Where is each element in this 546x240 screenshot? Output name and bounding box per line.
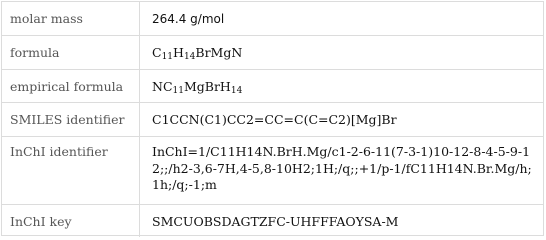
row-label: InChI identifier — [2, 137, 140, 204]
row-value: C1CCN(C1)CC2=CC=C(C=C2)[Mg]Br — [152, 112, 397, 127]
properties-table — [1, 1, 544, 236]
empirical-formula-value — [140, 70, 543, 102]
row-label: SMILES identifier — [2, 103, 140, 136]
row-inchi — [2, 136, 543, 204]
row-value: SMCUOBSDAGTZFC-UHFFFAOYSA-M — [152, 213, 399, 229]
row-empirical-formula — [2, 69, 543, 102]
inchi-text: InChI=1/C11H14N.BrH.Mg/c1-2-6-11(7-3-1)10-12-8-4-5-9-12;;/h2-3,6-7H,4-5,8-10H2;1H;/q;;+1/p-1/fC11H14N.Br.Mg/h;1h;/q;-1;m — [152, 144, 532, 192]
formula-part: C — [152, 45, 162, 60]
row-label: formula — [2, 36, 140, 69]
formula-part: MgBrH — [183, 78, 231, 94]
row-label: molar mass — [2, 2, 140, 35]
formula-part: BrMgN — [195, 45, 243, 60]
row-value: 264.4 g/mol — [152, 11, 225, 26]
formula-subscript: 11 — [172, 85, 184, 96]
formula-part: NC — [152, 78, 173, 94]
formula-subscript: 14 — [230, 85, 243, 96]
row-inchi-key — [2, 204, 543, 237]
empirical-formula-text — [152, 79, 242, 94]
formula-text — [152, 45, 242, 60]
formula-subscript: 11 — [161, 52, 174, 62]
inchi-value — [140, 137, 543, 204]
row-molar-mass — [2, 2, 543, 35]
formula-part: H — [173, 45, 184, 60]
row-label: empirical formula — [2, 70, 140, 102]
formula-value — [140, 36, 543, 69]
row-smiles — [2, 102, 543, 136]
row-formula — [2, 35, 543, 69]
row-label: InChI key — [2, 205, 140, 237]
formula-subscript: 14 — [183, 52, 196, 62]
